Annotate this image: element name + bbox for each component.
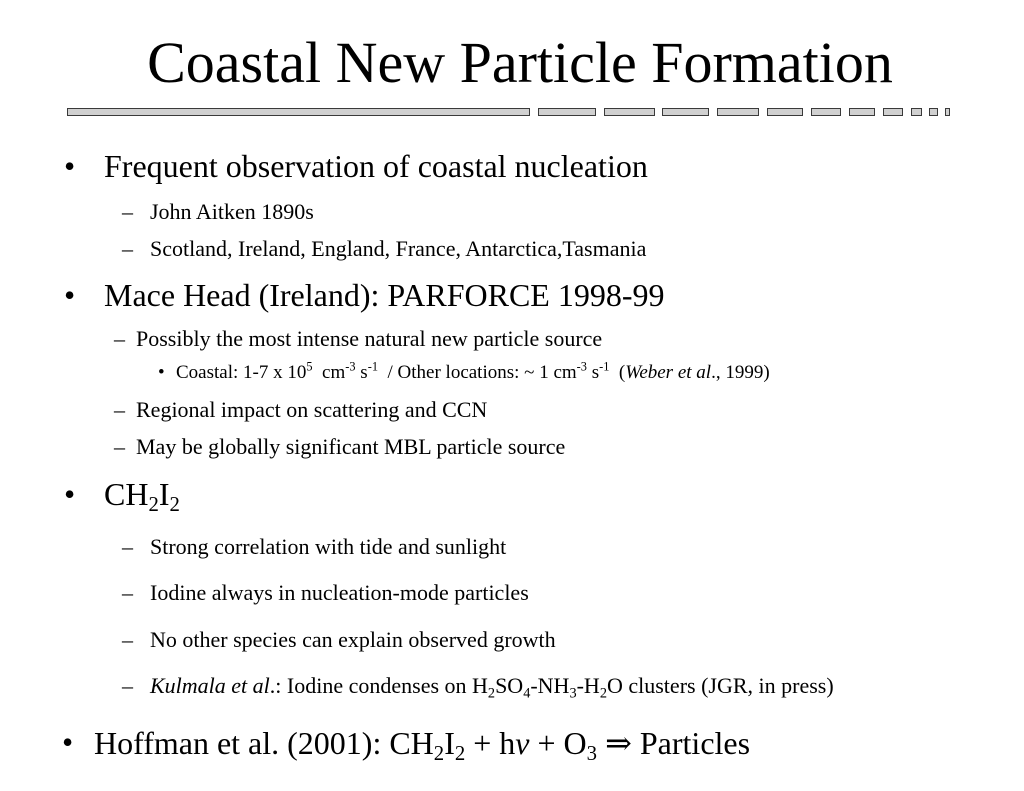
bullet-mace-head: Mace Head (Ireland): PARFORCE 1998-99	[104, 277, 665, 313]
dash-marker: –	[114, 326, 125, 351]
sub-bullet-locations: Scotland, Ireland, England, France, Antarctica,Tasmania	[150, 236, 647, 261]
bullet-marker: •	[64, 476, 76, 512]
implies-arrow-icon: ⇒	[605, 725, 632, 761]
underline-segment	[662, 108, 709, 116]
sub-bullet-iodine-particles: Iodine always in nucleation-mode particles	[150, 580, 529, 605]
slide-title: Coastal New Particle Formation	[147, 30, 893, 95]
sub-bullet-tide-correlation: Strong correlation with tide and sunlight	[150, 534, 507, 559]
dash-marker: –	[114, 397, 125, 422]
sub-bullet-particle-source: Possibly the most intense natural new particle source	[136, 326, 603, 351]
dash-marker: –	[122, 199, 133, 224]
dash-marker: –	[114, 434, 125, 459]
sub-bullet-observed-growth: No other species can explain observed growth	[150, 627, 556, 652]
bullet-marker: •	[158, 362, 165, 383]
underline-segment	[911, 108, 922, 116]
bullet-marker: •	[64, 277, 76, 313]
sub-bullet-regional-impact: Regional impact on scattering and CCN	[136, 397, 488, 422]
sub-bullet-john-aitken: John Aitken 1890s	[150, 199, 314, 224]
bullet-frequent-observation: Frequent observation of coastal nucleation	[104, 148, 648, 184]
underline-segment	[538, 108, 596, 116]
dash-marker: –	[122, 673, 133, 698]
dash-marker: –	[122, 580, 133, 605]
sub-bullet-mbl-source: May be globally significant MBL particle source	[136, 434, 566, 459]
underline-segment	[811, 108, 841, 116]
bullet-ch2i2: $CH_2I_2$	[104, 476, 180, 517]
sub-bullet-kulmala: Kulmala et al.: Iodine condenses on $H_2SO_4-NH_3-H_2O$ clusters (JGR, in press)	[150, 673, 834, 702]
sub-sub-bullet-coastal-rates: Coastal: 1-7 x $10^5$ $cm^{-3}$ $s^{-1}$ / Other locations: ~ 1 $cm^{-3}$ $s^{-1}$ (Weber et al., 1999)	[176, 359, 770, 383]
dash-marker: –	[122, 534, 133, 559]
underline-segment	[767, 108, 803, 116]
underline-segment	[604, 108, 655, 116]
dash-marker: –	[122, 236, 133, 261]
underline-segment	[883, 108, 903, 116]
bullet-marker: •	[64, 148, 76, 184]
underline-segment	[717, 108, 759, 116]
underline-segment	[67, 108, 530, 116]
bullet-hoffman-reaction: Hoffman et al. (2001): $CH_2I_2$ + hv + $O_3$ ⇒ Particles	[94, 725, 751, 766]
bullet-marker: •	[62, 724, 74, 760]
dash-marker: –	[122, 627, 133, 652]
underline-segment	[849, 108, 875, 116]
underline-segment	[945, 108, 950, 116]
underline-segment	[929, 108, 938, 116]
